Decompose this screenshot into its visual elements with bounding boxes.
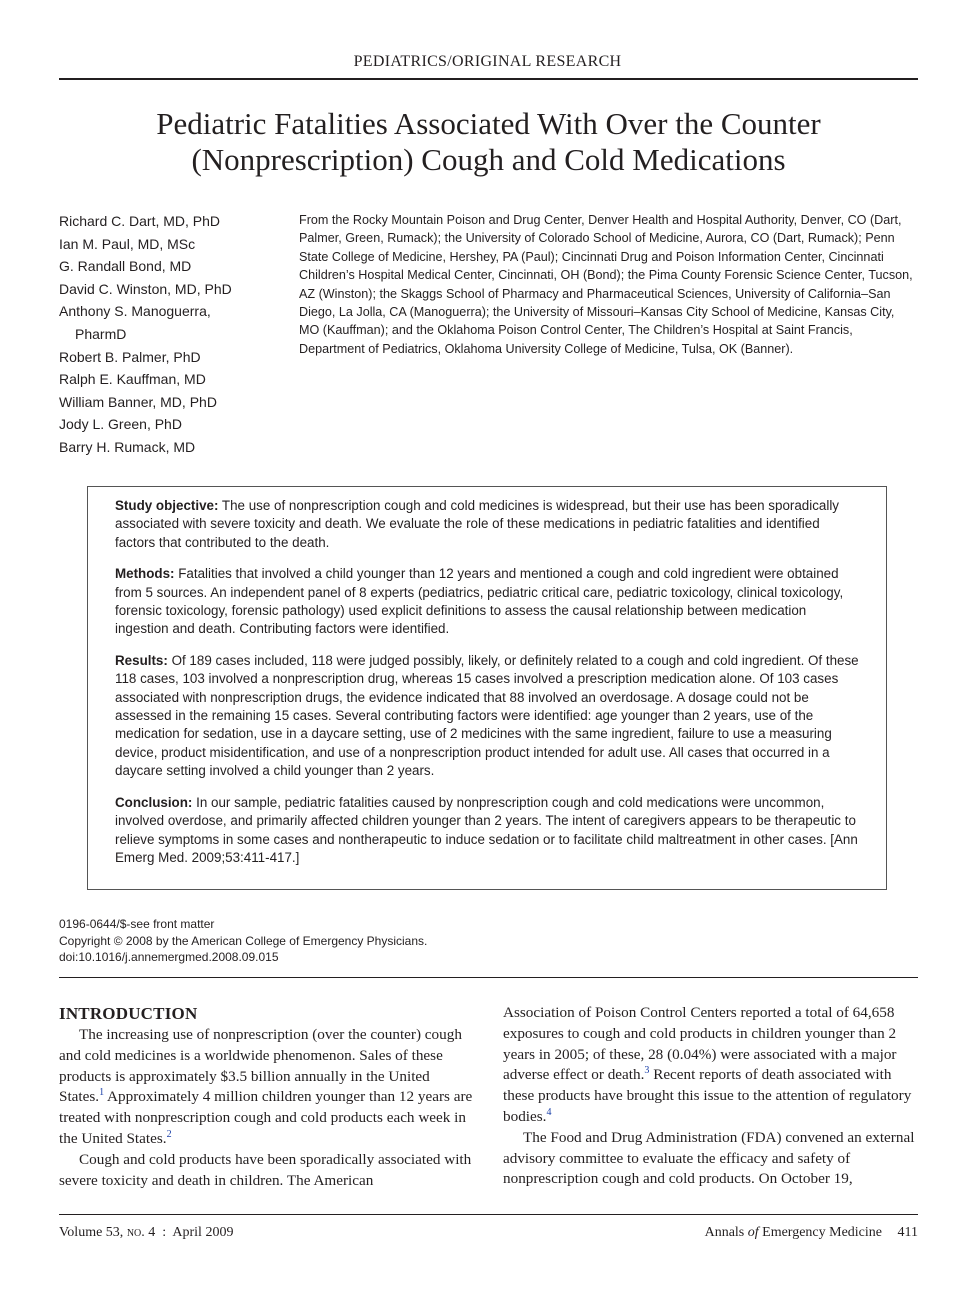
journal-name-post: Emergency Medicine bbox=[762, 1225, 883, 1240]
author: Jody L. Green, PhD bbox=[59, 416, 182, 433]
author: G. Randall Bond, MD bbox=[59, 258, 192, 275]
results-text: Of 189 cases included, 118 were judged possibly, likely, or definitely related to a cough and cold ingredient. Of these 118 cases, 103 involved a nonprescription drug, whereas 15 cases involved a prescription medication alone. Of 103 cases associated with nonprescription drugs, the evidence indicated that 88 involved an overdosage. A dosage could not be assessed in the remaining 15 cases. Several contributing factors were identified: age younger than 2 years, use of the medication for sedation, use in a daycare setting, use of 2 medicines with the same ingredient, failure to use a measuring device, product misidentification, and use of a nonprescription product intended for adult use. All cases that occurred in a daycare setting involved a child younger than 2 years. bbox=[115, 652, 859, 779]
author: William Banner, MD, PhD bbox=[59, 393, 217, 410]
footer-journal bbox=[705, 1225, 918, 1241]
affiliations: From the Rocky Mountain Poison and Drug Center, Denver Health and Hospital Authority, Denver, CO (Dart, Palmer, Green, Rumack); the University of Colorado School of Medicine, Aurora, CO (Dart, Rumack); Penn State College of Medicine, Hershey, PA (Paul); Cincinnati Drug and Poison Information Center, Cincinnati Children’s Hospital Medical Center, Cincinnati, OH (Bond); the Pima County Forensic Science Center, Tucson, AZ (Winston); the Skaggs School of Pharmacy and Pharmaceutical Sciences, University of California–San Diego, La Jolla, CA (Manoguerra); the University of Missouri–Kansas City School of Medicine, Kansas City, MO (Kauffman); and the Oklahoma Poison Control Center, The Children’s Hospital at Saint Francis, Department of Pediatrics, Oklahoma University College of Medicine, Tulsa, OK (Banner). bbox=[299, 213, 913, 356]
citation-link[interactable]: 2 bbox=[166, 1128, 172, 1140]
copyright: Copyright © 2008 by the American College of Emergency Physicians. bbox=[59, 933, 428, 948]
intro-heading: INTRODUCTION bbox=[59, 1004, 198, 1023]
footer-date: April 2009 bbox=[172, 1225, 234, 1240]
author: Anthony S. Manoguerra, PharmD bbox=[59, 303, 211, 342]
issn: 0196-0644/$-see front matter bbox=[59, 917, 215, 931]
citation-link[interactable]: 1 bbox=[99, 1087, 105, 1099]
intro-paragraph-3: The Food and Drug Administration (FDA) convened an external advisory committee to evaluate the efficacy and safety of nonprescription cough and cold products. On October 19, bbox=[503, 1128, 915, 1188]
author: Barry H. Rumack, MD bbox=[59, 438, 196, 455]
body-column-left bbox=[59, 1003, 474, 1191]
body-column-right bbox=[503, 1003, 918, 1190]
intro-paragraph-1 bbox=[59, 1025, 474, 1150]
footer-separator: : bbox=[162, 1225, 167, 1240]
intro-p2-cont-b: Recent reports of death associated with these products have brought this issue to the attention of regulatory bodies. bbox=[503, 1066, 912, 1125]
footer-volume: Volume 53, bbox=[59, 1225, 124, 1240]
article-title bbox=[59, 106, 918, 178]
citation-link[interactable]: 3 bbox=[644, 1065, 650, 1077]
abstract-methods bbox=[115, 565, 860, 639]
footer-issue: no. 4 bbox=[126, 1225, 156, 1240]
intro-paragraph-2-cont bbox=[503, 1003, 918, 1128]
results-label: Results: bbox=[115, 652, 168, 668]
methods-text: Fatalities that involved a child younger than 12 years and mentioned a cough and cold ingredient were obtained from 5 sources. An independent panel of 8 experts (pediatrics, pediatric critical care, pediatric toxicology, clinical toxicology, forensic toxicology, forensic pathology) used explicit definitions to assess the causal relationship between medication ingestion and death. Contributing factors were identified. bbox=[115, 566, 844, 637]
author: Ian M. Paul, MD, MSc bbox=[59, 235, 196, 252]
section-rule bbox=[59, 977, 918, 978]
title-line-2: (Nonprescription) Cough and Cold Medications bbox=[191, 142, 786, 177]
journal-name-pre: Annals bbox=[704, 1225, 745, 1240]
objective-label: Study objective: bbox=[115, 498, 219, 513]
author-list bbox=[59, 210, 289, 459]
intro-p1-a: The increasing use of nonprescription (over the counter) cough and cold medicines is a worldwide phenomenon. Sales of these products is approximately $3.5 billion annually in the United States. bbox=[59, 1026, 462, 1106]
abstract-objective bbox=[115, 497, 860, 552]
methods-label: Methods: bbox=[115, 566, 175, 582]
objective-text: The use of nonprescription cough and cold medicines is widespread, but their use has been sporadically associated with severe toxicity and death. We evaluate the role of these medications in pediatric fatalities and identified factors that contributed to the death. bbox=[115, 498, 840, 550]
author: Richard C. Dart, MD, PhD bbox=[59, 213, 221, 229]
author: Robert B. Palmer, PhD bbox=[59, 348, 201, 365]
abstract-box bbox=[87, 486, 887, 890]
journal-name-of: of bbox=[747, 1225, 759, 1240]
conclusion-label: Conclusion: bbox=[115, 794, 193, 810]
intro-p2-cont-a: Association of Poison Control Centers reported a total of 64,658 exposures to cough and cold products in children younger than 2 years in 2005; of these, 28 (0.04%) were associated with a major adverse effect or death. bbox=[503, 1004, 897, 1084]
page-number: 411 bbox=[897, 1225, 918, 1240]
footer-rule bbox=[59, 1214, 918, 1215]
citation-link[interactable]: 4 bbox=[546, 1106, 552, 1118]
footer-citation bbox=[59, 1225, 233, 1241]
intro-p1-b: Approximately 4 million children younger than 12 years are treated with nonprescription cough and cold products each week in the United States. bbox=[59, 1088, 473, 1147]
intro-paragraph-2: Cough and cold products have been sporadically associated with severe toxicity and death in children. The American bbox=[59, 1150, 472, 1189]
abstract-conclusion bbox=[115, 794, 860, 868]
author: David C. Winston, MD, PhD bbox=[59, 280, 232, 297]
abstract-results bbox=[115, 652, 860, 781]
header-rule bbox=[59, 78, 918, 80]
article-meta bbox=[59, 916, 559, 966]
doi[interactable]: doi:10.1016/j.annemergmed.2008.09.015 bbox=[59, 950, 279, 965]
conclusion-text: In our sample, pediatric fatalities caused by nonprescription cough and cold medications were uncommon, involved overdose, and primarily affected children younger than 2 years. The intent of caregivers appears to be therapeutic to relieve symptoms in some cases and nontherapeutic to induce sedation or to facilitate child maltreatment in other cases. [Ann Emerg Med. 2009;53:411-417.] bbox=[115, 794, 858, 865]
title-line-1: Pediatric Fatalities Associated With Over the Counter bbox=[156, 106, 821, 141]
author: Ralph E. Kauffman, MD bbox=[59, 371, 206, 388]
section-label: PEDIATRICS/ORIGINAL RESEARCH bbox=[353, 53, 622, 70]
